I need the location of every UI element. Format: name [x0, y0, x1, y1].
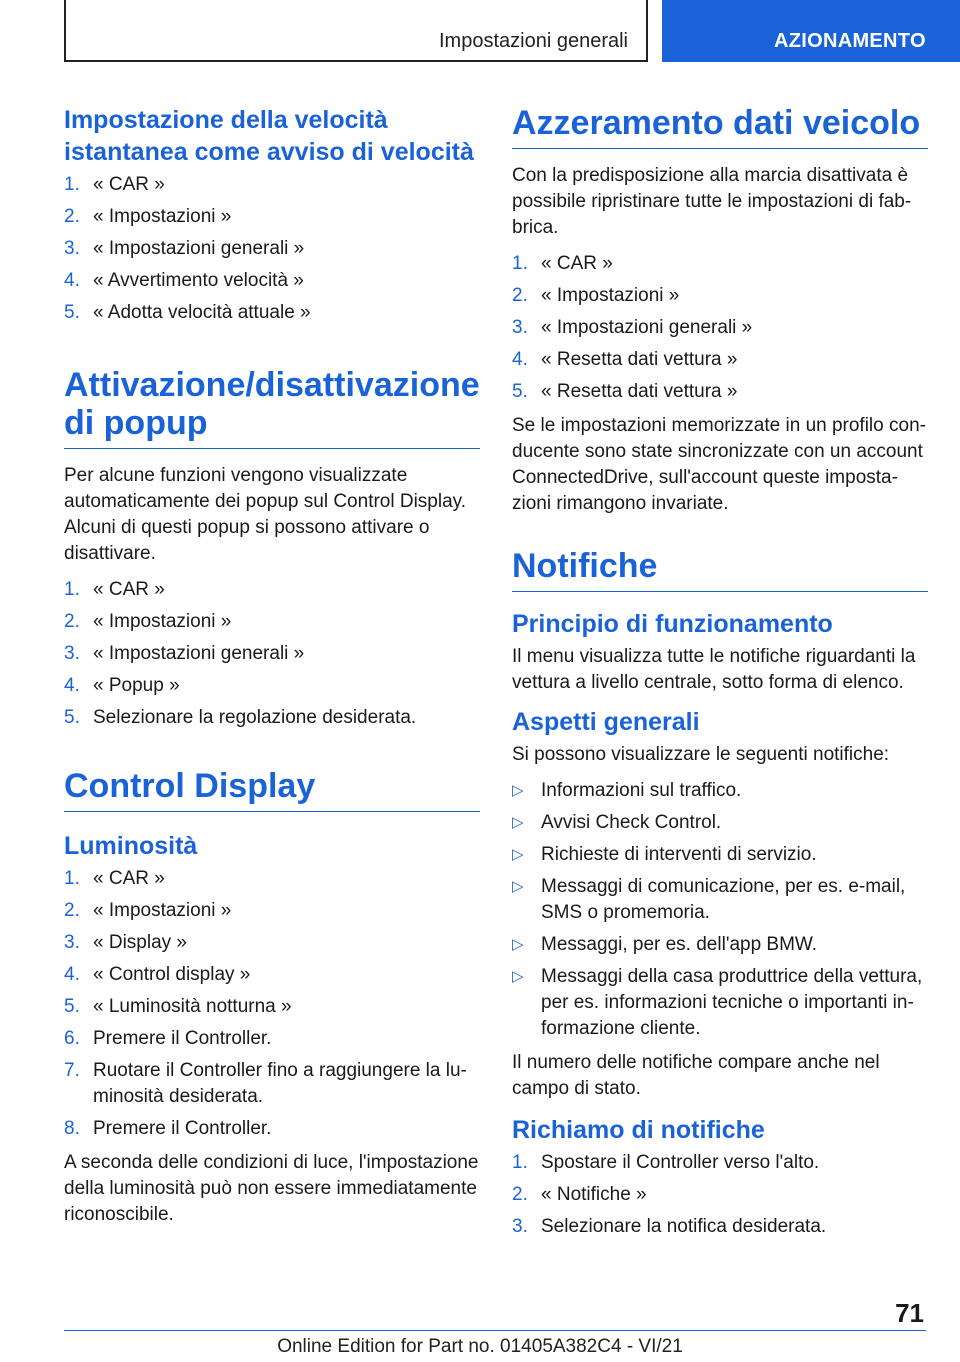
step-number: 8.	[64, 1118, 80, 1139]
step-text: « Luminosità notturna »	[93, 996, 292, 1017]
step-item	[64, 673, 480, 699]
bullet-text: Avvisi Check Control.	[541, 812, 722, 833]
footer-edition: Online Edition for Part no. 01405A382C4 - VI/21	[277, 1336, 683, 1357]
speed-warning-heading: Impostazione della velocità istantanea come avviso di velocità	[64, 106, 474, 166]
step-text: « Resetta dati vettura »	[541, 381, 738, 402]
triangle-bullet-icon: ▷	[512, 936, 524, 953]
step-text: « Popup »	[93, 675, 180, 696]
section-title: Impostazioni generali	[439, 30, 628, 52]
step-text: « Control display »	[93, 964, 251, 985]
chapter-tab-label: AZIONAMENTO	[774, 30, 926, 52]
popup-heading: Attivazione/disattivazione di popup	[64, 366, 480, 449]
bullet-text: Informazioni sul traffico.	[541, 780, 742, 801]
step-text: « Impostazioni generali »	[93, 238, 305, 259]
bullet-item	[512, 842, 928, 868]
count-note: Il numero delle notifiche compare anche nel campo di stato.	[512, 1052, 880, 1099]
step-text: « Impostazioni generali »	[93, 643, 305, 664]
bullet-item	[512, 874, 928, 926]
general-text: Si possono visualizzare le seguenti notifiche:	[512, 744, 890, 765]
step-number: 1.	[64, 579, 80, 600]
step-item	[512, 347, 928, 373]
step-number: 4.	[64, 964, 80, 985]
popup-steps	[64, 577, 480, 731]
step-number: 2.	[64, 611, 80, 632]
chapter-tab	[662, 0, 960, 62]
brightness-note: A seconda delle condizioni di luce, l'impostazione della luminosità può non essere immediatamente riconoscibile.	[64, 1152, 479, 1225]
step-text: « CAR »	[93, 174, 165, 195]
right-column	[512, 104, 928, 1248]
general-heading: Aspetti generali	[512, 708, 700, 736]
page-number: 71	[895, 1298, 924, 1328]
step-number: 1.	[64, 174, 80, 195]
control-display-heading: Control Display	[64, 767, 480, 812]
step-item	[64, 236, 480, 262]
step-item	[64, 898, 480, 924]
step-number: 2.	[64, 900, 80, 921]
triangle-bullet-icon: ▷	[512, 878, 524, 895]
step-text: Premere il Controller.	[93, 1118, 272, 1139]
step-text: « Impostazioni generali »	[541, 317, 753, 338]
step-text: « Resetta dati vettura »	[541, 349, 738, 370]
step-number: 2.	[512, 285, 528, 306]
step-number: 5.	[64, 707, 80, 728]
bullet-item	[512, 964, 928, 1042]
step-number: 1.	[512, 1152, 528, 1173]
step-item	[64, 300, 480, 326]
step-text: « Notifiche »	[541, 1184, 647, 1205]
bullet-item	[512, 810, 928, 836]
step-text: « Impostazioni »	[93, 611, 232, 632]
step-item	[64, 1116, 480, 1142]
step-item	[64, 866, 480, 892]
step-text: « CAR »	[93, 579, 165, 600]
step-number: 5.	[64, 996, 80, 1017]
bullet-item	[512, 932, 928, 958]
step-item	[64, 204, 480, 230]
step-item	[64, 962, 480, 988]
step-text: Selezionare la regolazione desiderata.	[93, 707, 417, 728]
section-header-box	[64, 0, 648, 62]
step-item	[64, 994, 480, 1020]
speed-warning-steps	[64, 172, 480, 326]
step-number: 7.	[64, 1060, 80, 1081]
notification-types-list	[512, 778, 928, 1042]
step-number: 5.	[64, 302, 80, 323]
step-text: « Impostazioni »	[541, 285, 680, 306]
step-number: 3.	[512, 1216, 528, 1237]
step-number: 1.	[512, 253, 528, 274]
reset-heading: Azzeramento dati veicolo	[512, 104, 928, 149]
bullet-text: Messaggi della casa produttrice della vettura, per es. informazioni tecniche o importanti informazione cliente.	[541, 966, 923, 1039]
step-number: 3.	[64, 643, 80, 664]
step-item	[512, 1182, 928, 1208]
triangle-bullet-icon: ▷	[512, 814, 524, 831]
step-text: Premere il Controller.	[93, 1028, 272, 1049]
step-text: « Impostazioni »	[93, 206, 232, 227]
step-number: 6.	[64, 1028, 80, 1049]
triangle-bullet-icon: ▷	[512, 846, 524, 863]
step-item	[512, 315, 928, 341]
left-column	[64, 104, 480, 1238]
step-text: « Display »	[93, 932, 187, 953]
brightness-heading: Luminosità	[64, 832, 198, 860]
step-item	[64, 641, 480, 667]
step-number: 3.	[64, 932, 80, 953]
step-text: « Avvertimento velocità »	[93, 270, 304, 291]
step-item	[512, 1214, 928, 1240]
recall-heading: Richiamo di notifiche	[512, 1116, 765, 1144]
brightness-steps	[64, 866, 480, 1142]
triangle-bullet-icon: ▷	[512, 968, 524, 985]
step-number: 1.	[64, 868, 80, 889]
step-item	[64, 268, 480, 294]
step-item	[64, 172, 480, 198]
recall-steps	[512, 1150, 928, 1240]
step-text: Selezionare la notifica desiderata.	[541, 1216, 827, 1237]
step-item	[64, 705, 480, 731]
step-item	[64, 577, 480, 603]
reset-note: Se le impostazioni memorizzate in un profilo conducente sono state sincronizzate con un account ConnectedDrive, sull'account queste impostazioni rimangono invariate.	[512, 415, 926, 514]
step-text: « Adotta velocità attuale »	[93, 302, 311, 323]
step-text: « CAR »	[93, 868, 165, 889]
step-number: 4.	[512, 349, 528, 370]
page-header	[0, 0, 960, 66]
footer-divider	[64, 1330, 926, 1331]
bullet-text: Messaggi di comunicazione, per es. e-mail, SMS o promemoria.	[541, 876, 906, 923]
step-number: 2.	[64, 206, 80, 227]
principle-text: Il menu visualizza tutte le notifiche riguardanti la vettura a livello centrale, sotto forma di elenco.	[512, 646, 916, 693]
bullet-item	[512, 778, 928, 804]
step-item	[512, 379, 928, 405]
step-number: 3.	[512, 317, 528, 338]
reset-intro: Con la predisposizione alla marcia disattivata è possibile ripristinare tutte le impostazioni di fabbrica.	[512, 165, 912, 238]
step-item	[64, 1058, 480, 1110]
bullet-text: Messaggi, per es. dell'app BMW.	[541, 934, 818, 955]
step-number: 5.	[512, 381, 528, 402]
notifications-heading: Notifiche	[512, 547, 928, 592]
step-text: « CAR »	[541, 253, 613, 274]
reset-steps	[512, 251, 928, 405]
bullet-text: Richieste di interventi di servizio.	[541, 844, 817, 865]
step-item	[64, 1026, 480, 1052]
step-item	[512, 251, 928, 277]
step-item	[64, 609, 480, 635]
step-item	[512, 1150, 928, 1176]
step-number: 4.	[64, 675, 80, 696]
step-text: « Impostazioni »	[93, 900, 232, 921]
popup-intro: Per alcune funzioni vengono visualizzate automaticamente dei popup sul Control Display. Alcuni di questi popup si possono attivare o disattivare.	[64, 465, 467, 564]
step-text: Spostare il Controller verso l'alto.	[541, 1152, 820, 1173]
step-text: Ruotare il Controller fino a raggiungere la luminosità desiderata.	[93, 1060, 467, 1107]
step-number: 3.	[64, 238, 80, 259]
step-item	[64, 930, 480, 956]
step-item	[512, 283, 928, 309]
step-number: 4.	[64, 270, 80, 291]
step-number: 2.	[512, 1184, 528, 1205]
principle-heading: Principio di funzionamento	[512, 610, 833, 638]
triangle-bullet-icon: ▷	[512, 782, 524, 799]
